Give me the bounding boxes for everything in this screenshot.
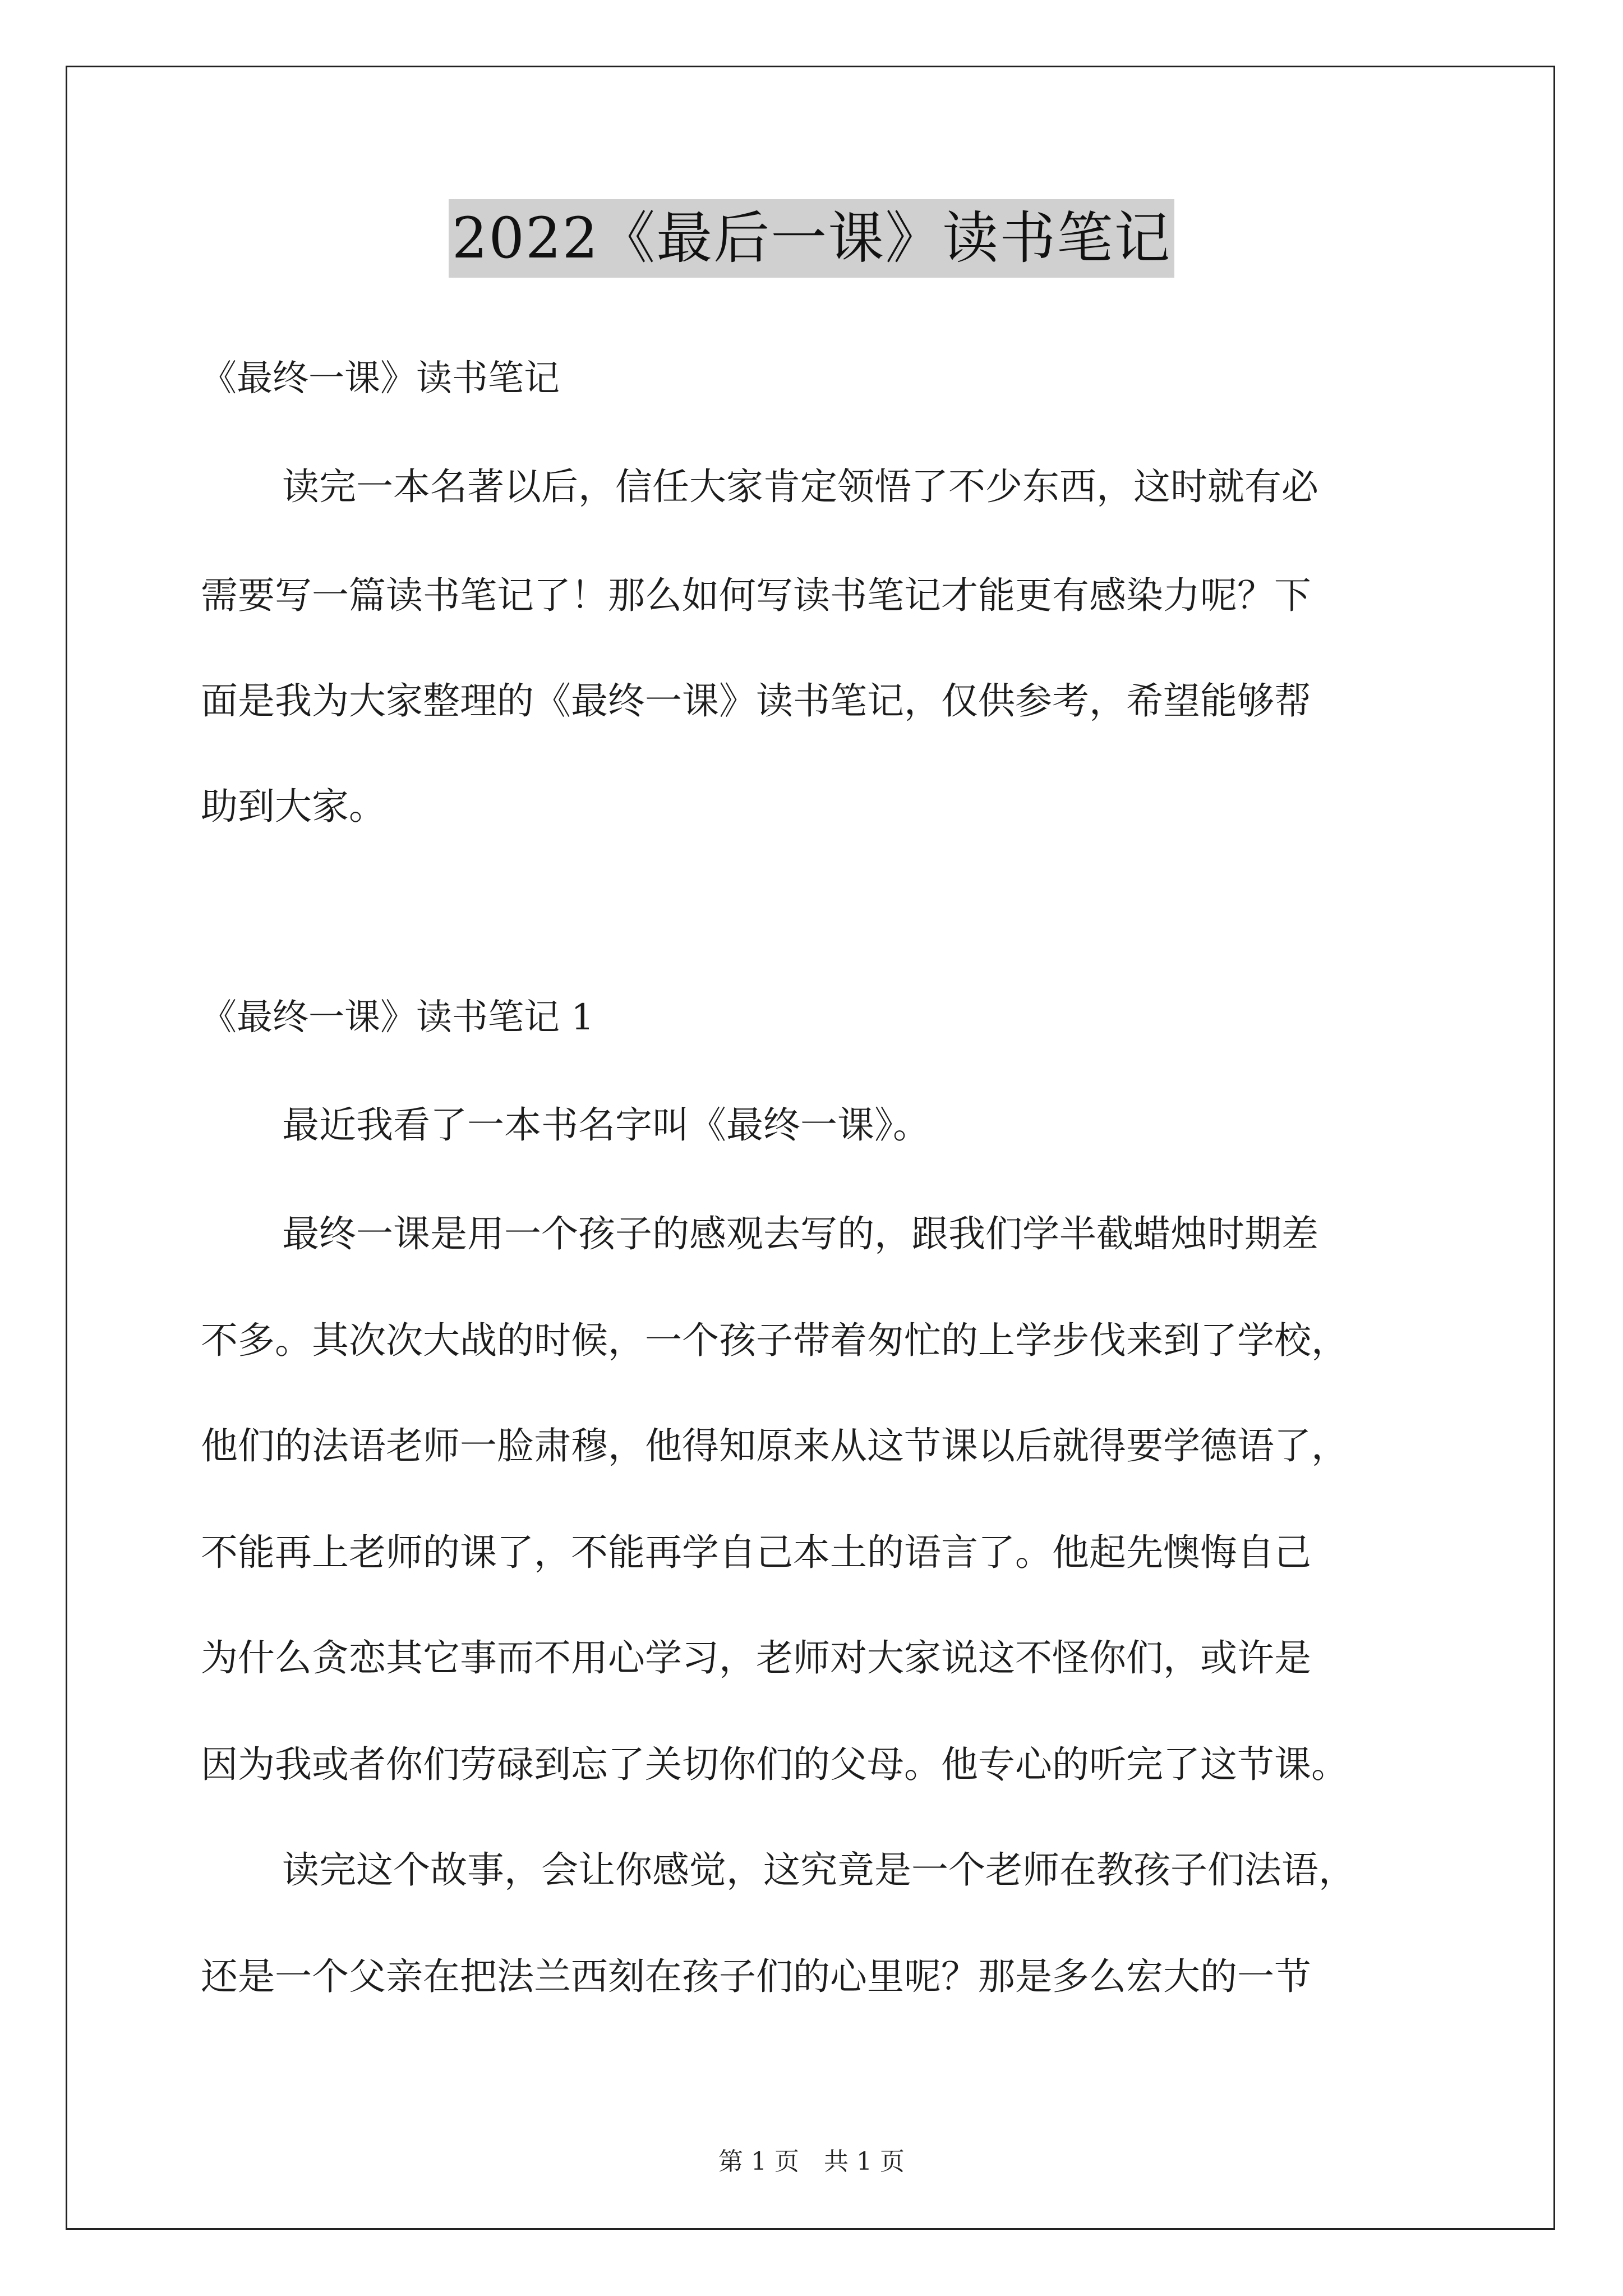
- intro-line-2: 需要写一篇读书笔记了！那么如何写读书笔记才能更有感染力呢？下: [201, 574, 1311, 617]
- section1-heading: 《最终一课》读书笔记 1: [201, 997, 594, 1038]
- section1-p2-line-6: 因为我或者你们劳碌到忘了关切你们的父母。他专心的听完了这节课。: [201, 1743, 1348, 1786]
- subheading: 《最终一课》读书笔记: [201, 358, 560, 399]
- intro-line-1: 读完一本名著以后，信任大家肯定领悟了不少东西，这时就有必: [282, 465, 1318, 508]
- section1-p2-line-2: 不多。其次次大战的时候，一个孩子带着匆忙的上学步伐来到了学校，: [201, 1319, 1348, 1362]
- title-container: [0, 199, 1623, 278]
- section1-p3-line-2: 还是一个父亲在把法兰西刻在孩子们的心里呢？那是多么宏大的一节: [201, 1955, 1311, 1998]
- document-title: 2022《最后一课》读书笔记: [449, 199, 1175, 278]
- section1-paragraph-1: 最近我看了一本书名字叫《最终一课》。: [282, 1103, 930, 1147]
- section1-p3-line-1: 读完这个故事，会让你感觉，这究竟是一个老师在教孩子们法语，: [282, 1848, 1355, 1892]
- section1-p2-line-4: 不能再上老师的课了，不能再学自己本土的语言了。他起先懊悔自己: [201, 1531, 1311, 1574]
- page-footer: 第 1 页 共 1 页: [718, 2147, 905, 2176]
- section1-p2-line-1: 最终一课是用一个孩子的感观去写的，跟我们学半截蜡烛时期差: [282, 1212, 1318, 1255]
- section1-p2-line-5: 为什么贪恋其它事而不用心学习，老师对大家说这不怪你们，或许是: [201, 1636, 1311, 1680]
- intro-line-4: 助到大家。: [201, 785, 386, 828]
- section1-p2-line-3: 他们的法语老师一脸肃穆，他得知原来从这节课以后就得要学德语了，: [201, 1424, 1348, 1467]
- intro-line-3: 面是我为大家整理的《最终一课》读书笔记，仅供参考，希望能够帮: [201, 679, 1311, 723]
